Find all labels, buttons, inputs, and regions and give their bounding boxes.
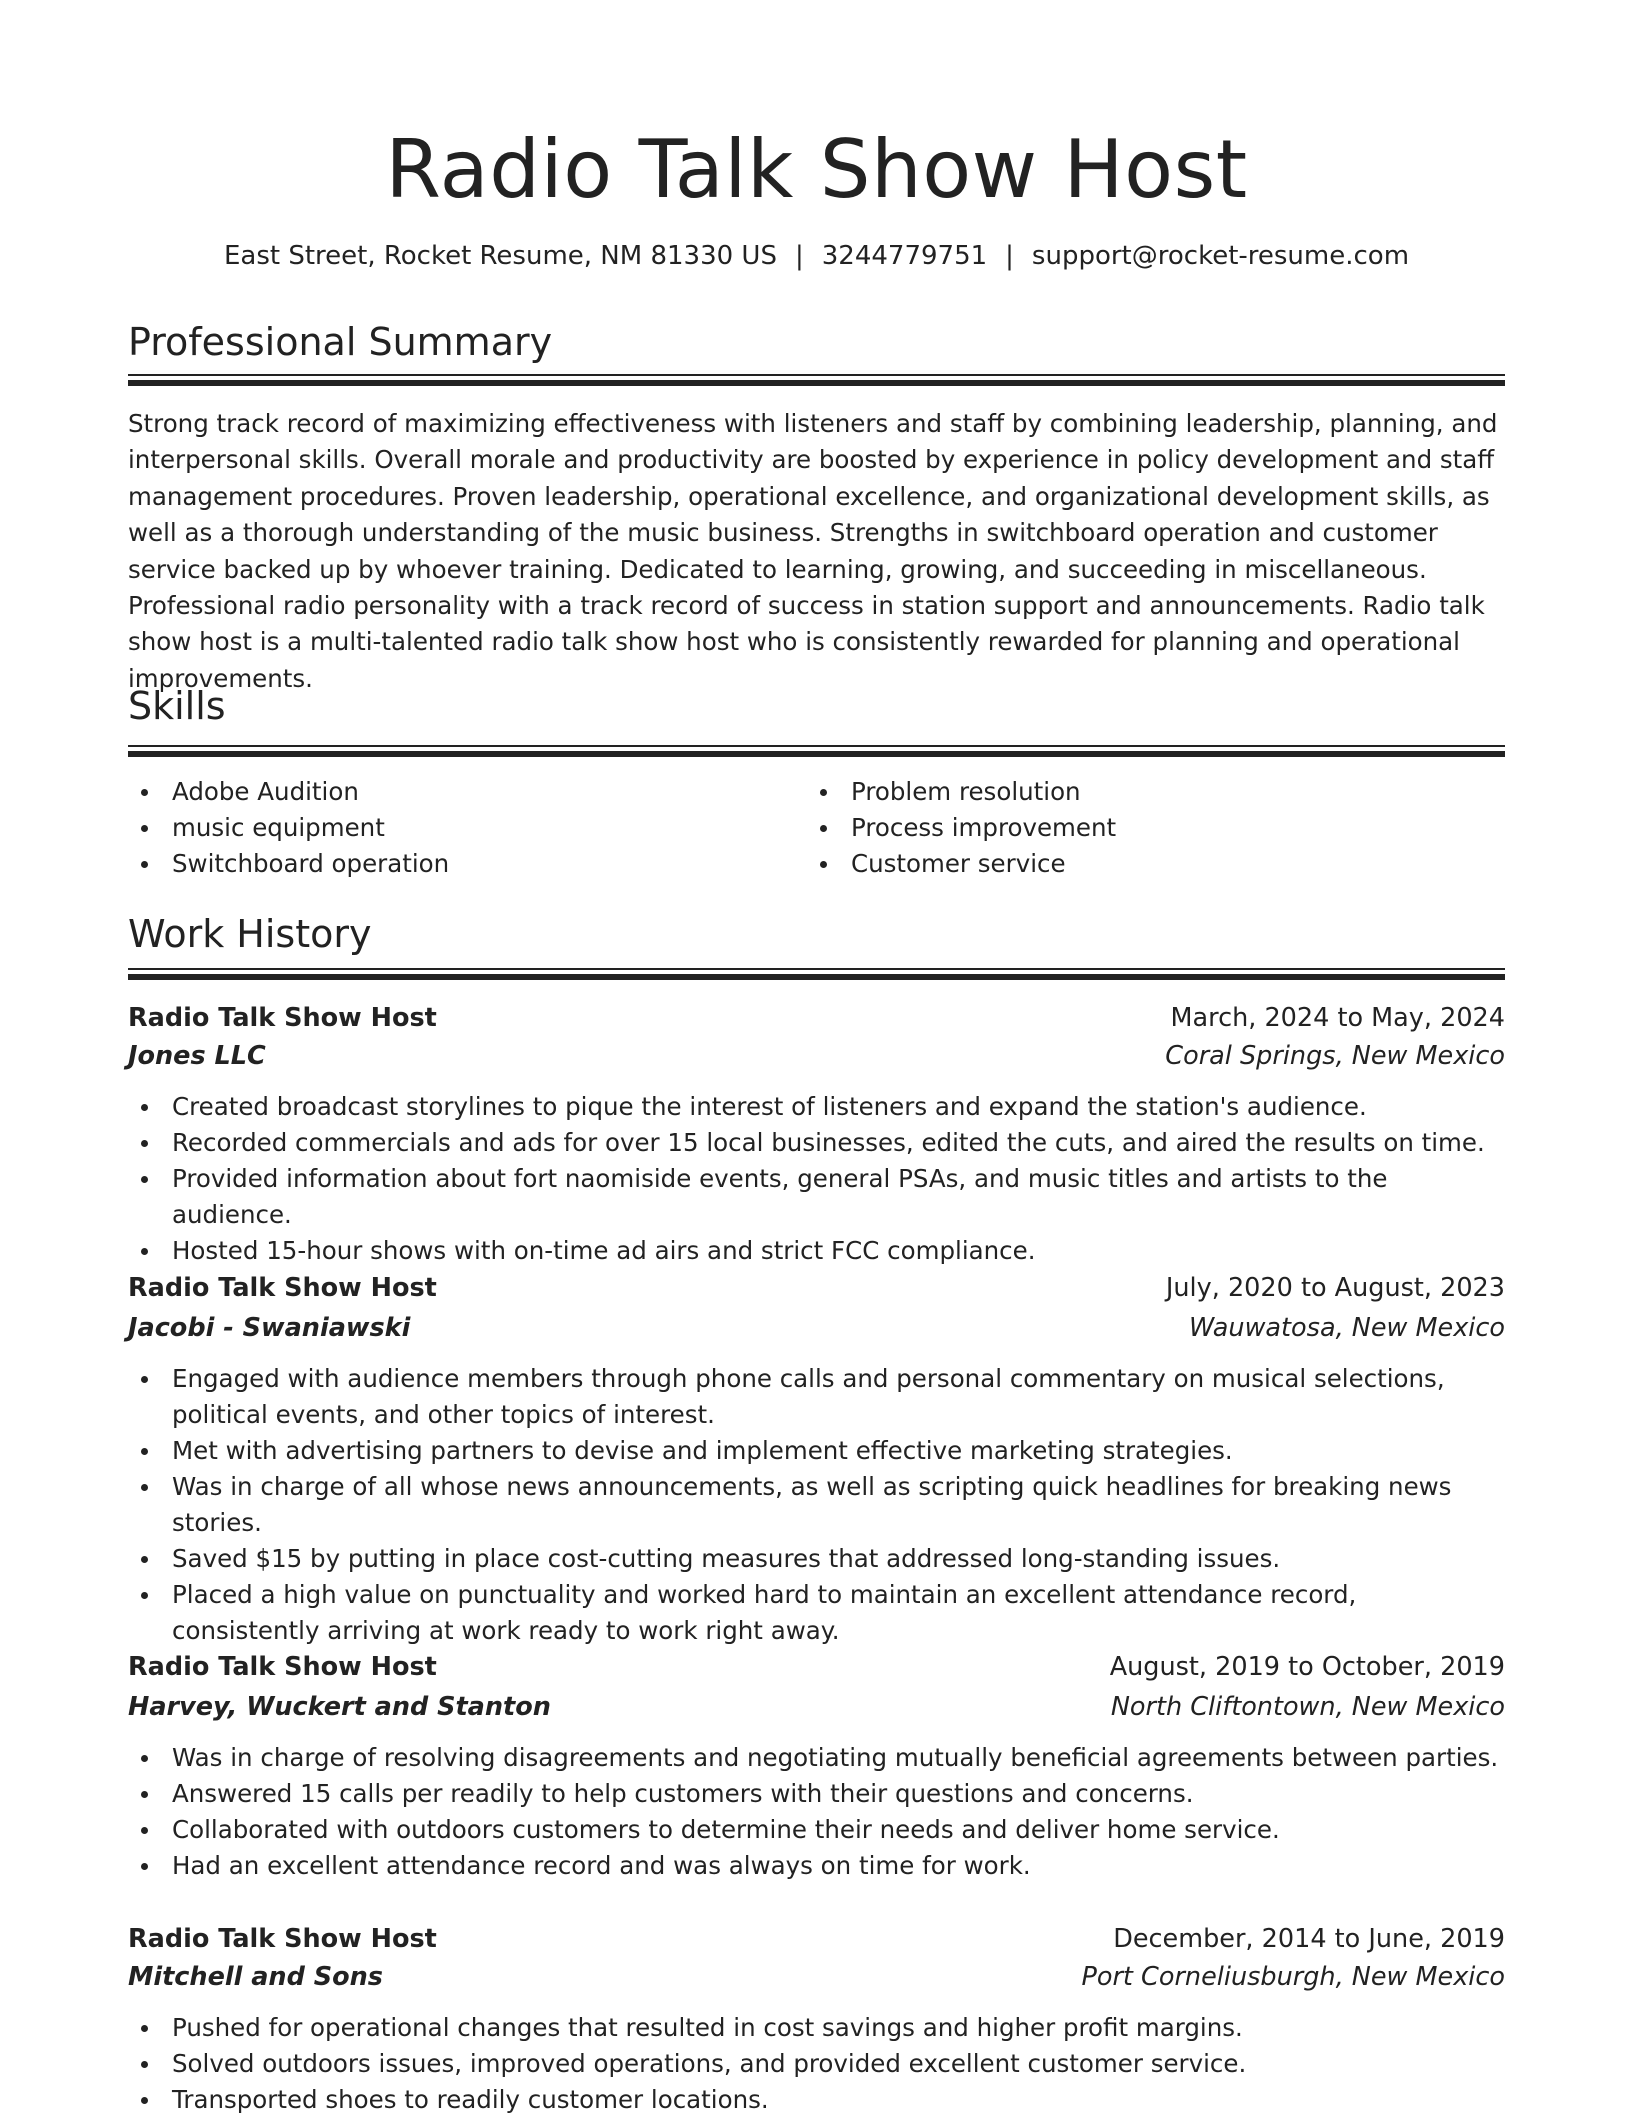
job-title: Radio Talk Show Host — [128, 1273, 437, 1303]
skill-item: Adobe Audition — [128, 774, 449, 810]
list-item: Answered 15 calls per readily to help customers with their questions and concerns. — [128, 1776, 1505, 1812]
summary-heading: Professional Summary — [128, 320, 553, 364]
list-item: Saved $15 by putting in place cost-cutting measures that addressed long-standing issues. — [128, 1541, 1505, 1577]
section-divider — [128, 374, 1505, 386]
job-dates: December, 2014 to June, 2019 — [1113, 1924, 1505, 1954]
list-item: Pushed for operational changes that resulted in cost savings and higher profit margins. — [128, 2010, 1505, 2046]
job-dates: August, 2019 to October, 2019 — [1109, 1652, 1505, 1682]
summary-text: Strong track record of maximizing effectiveness with listeners and staff by combining leadership, planning, and interpersonal skills. Overall morale and productivity are boosted by experience in policy development and staff management procedures. Proven leadership, operational excellence, and organizational development skills, as well as a thorough understanding of the music business. Strengths in switchboard operation and customer service backed up by whoever training. Dedicated to learning, growing, and succeeding in miscellaneous. Professional radio personality with a track record of success in station support and announcements. Radio talk show host is a multi-talented radio talk show host who is consistently rewarded for planning and operational improvements. — [128, 409, 1498, 693]
list-item: Collaborated with outdoors customers to determine their needs and deliver home service. — [128, 1812, 1505, 1848]
skill-item: Problem resolution — [807, 774, 1116, 810]
list-item: Hosted 15-hour shows with on-time ad airs and strict FCC compliance. — [128, 1233, 1505, 1269]
job-bullets — [128, 1089, 1505, 1269]
section-divider — [128, 968, 1505, 980]
skill-item: music equipment — [128, 810, 449, 846]
skills-heading: Skills — [128, 684, 226, 728]
resume-name: Radio Talk Show Host — [385, 123, 1248, 216]
job-dates: March, 2024 to May, 2024 — [1170, 1003, 1505, 1033]
list-item: Placed a high value on punctuality and worked hard to maintain an excellent attendance record, consistently arriving at work ready to work right away. — [128, 1577, 1505, 1649]
section-divider — [128, 745, 1505, 757]
skills-column-1 — [128, 774, 449, 882]
job-company: Mitchell and Sons — [128, 1962, 383, 1992]
skill-item: Process improvement — [807, 810, 1116, 846]
job-entry — [128, 1920, 1505, 2118]
job-entry — [128, 1648, 1505, 1884]
job-title: Radio Talk Show Host — [128, 1003, 437, 1033]
job-entry — [128, 999, 1505, 1269]
job-bullets — [128, 1361, 1505, 1649]
skills-column-2 — [807, 774, 1116, 882]
job-company: Jones LLC — [128, 1041, 266, 1071]
list-item: Solved outdoors issues, improved operations, and provided excellent customer service. — [128, 2046, 1505, 2082]
job-bullets — [128, 1740, 1505, 1884]
list-item: Was in charge of resolving disagreements and negotiating mutually beneficial agreements between parties. — [128, 1740, 1505, 1776]
job-dates: July, 2020 to August, 2023 — [1165, 1273, 1505, 1303]
job-title: Radio Talk Show Host — [128, 1652, 437, 1682]
job-company: Jacobi - Swaniawski — [128, 1313, 411, 1343]
contact-separator: | — [794, 241, 804, 271]
work-history-heading: Work History — [128, 912, 372, 956]
skill-item: Switchboard operation — [128, 846, 449, 882]
job-bullets — [128, 2010, 1505, 2118]
skill-item: Customer service — [807, 846, 1116, 882]
contact-email: support@rocket-resume.com — [1031, 241, 1410, 271]
list-item: Provided information about fort naomiside events, general PSAs, and music titles and artists to the audience. — [128, 1161, 1505, 1233]
job-location: Coral Springs, New Mexico — [1165, 1041, 1505, 1071]
contact-line — [128, 238, 1505, 274]
contact-separator: | — [1005, 241, 1014, 271]
job-company: Harvey, Wuckert and Stanton — [128, 1692, 551, 1722]
list-item: Had an excellent attendance record and was always on time for work. — [128, 1848, 1505, 1884]
contact-phone: 3244779751 — [821, 241, 988, 271]
job-location: North Cliftontown, New Mexico — [1110, 1692, 1505, 1722]
list-item: Engaged with audience members through phone calls and personal commentary on musical selections, political events, and other topics of interest. — [128, 1361, 1505, 1433]
list-item: Was in charge of all whose news announcements, as well as scripting quick headlines for breaking news stories. — [128, 1469, 1505, 1541]
list-item: Recorded commercials and ads for over 15 local businesses, edited the cuts, and aired the results on time. — [128, 1125, 1505, 1161]
job-location: Wauwatosa, New Mexico — [1188, 1313, 1505, 1343]
job-location: Port Corneliusburgh, New Mexico — [1081, 1962, 1505, 1992]
list-item: Met with advertising partners to devise and implement effective marketing strategies. — [128, 1433, 1505, 1469]
job-entry — [128, 1269, 1505, 1649]
list-item: Transported shoes to readily customer locations. — [128, 2082, 1505, 2118]
contact-address: East Street, Rocket Resume, NM 81330 US — [223, 241, 777, 271]
job-title: Radio Talk Show Host — [128, 1924, 437, 1954]
list-item: Created broadcast storylines to pique the interest of listeners and expand the station's audience. — [128, 1089, 1505, 1125]
